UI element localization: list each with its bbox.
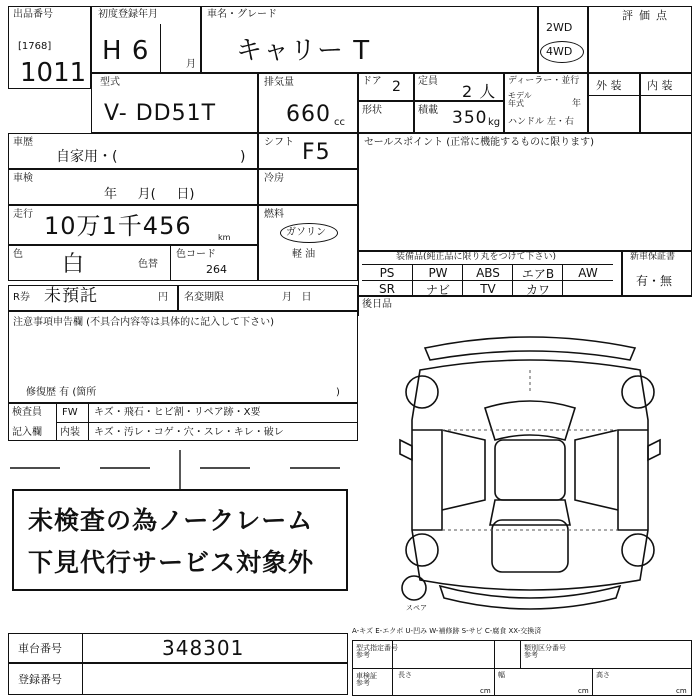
color-code-label: 色コード — [176, 249, 216, 260]
spec-divider-v3 — [520, 640, 521, 668]
spare-label: スペア — [406, 604, 427, 612]
vehicle-diagram — [380, 330, 680, 620]
load-value: 350 — [452, 108, 488, 128]
spec-divider-v2 — [494, 640, 495, 696]
length-label: 長さ — [398, 671, 412, 679]
year-mark: 年 — [572, 99, 582, 109]
recycle-value: 未預託 — [44, 286, 98, 306]
equipment-title: 装備品(純正品に限り丸をつけて下さい) — [396, 252, 557, 262]
recycle-unit: 円 — [158, 292, 168, 303]
chassis-label: 車台番号 — [18, 642, 62, 655]
windshield — [485, 401, 575, 440]
width-unit: cm — [578, 687, 589, 695]
fuel-gasoline-circle — [280, 223, 338, 243]
drive-2wd: 2WD — [546, 21, 573, 34]
interior-text: キズ・汚レ・コゲ・穴・スレ・キレ・破レ — [94, 427, 284, 438]
load-label: 積載 — [418, 105, 438, 116]
right-door — [575, 430, 618, 510]
fuel-diesel: 軽 油 — [292, 249, 316, 260]
lot-number: 1011 — [20, 58, 87, 88]
first-reg-label: 初度登録年月 — [98, 9, 158, 20]
model-label: 型式 — [100, 77, 120, 88]
spare-tire — [402, 576, 426, 600]
left-side-panel — [412, 430, 442, 530]
regno-ref-label: 車検証 参考 — [356, 672, 377, 687]
wheel-rear-left — [406, 534, 438, 566]
inspection-label: 車検 — [13, 173, 33, 184]
left-mirror — [400, 440, 412, 460]
selling-points-box — [358, 133, 692, 251]
equipment-item: SR — [362, 280, 412, 297]
displacement-label: 排気量 — [264, 77, 294, 88]
spec-divider-h — [352, 668, 692, 669]
lot-number-small: [1768] — [18, 41, 52, 52]
length-unit: cm — [480, 687, 491, 695]
dealer-label: ディーラー・並行 — [508, 76, 580, 86]
notice-line-2: 下見代行サービス対象外 — [28, 548, 315, 577]
designated-label: 型式指定番号 参考 — [356, 644, 398, 659]
fuel-gasoline: ガソリン — [286, 227, 326, 238]
mileage-label: 走行 — [13, 209, 33, 220]
color-code-divider — [170, 245, 171, 281]
front-bumper — [425, 337, 635, 360]
name-change-label: 名変期限 — [184, 292, 224, 303]
rear-glass — [490, 500, 570, 525]
color-label: 色 — [13, 249, 23, 260]
recycle-label: R券 — [13, 292, 30, 303]
chassis-value: 348301 — [162, 636, 245, 660]
capacity-value: 2 人 — [462, 82, 497, 101]
doors-label: ドア — [362, 76, 382, 87]
roof — [495, 440, 565, 500]
color-change-label: 色替 — [138, 259, 158, 270]
right-side-panel — [618, 430, 648, 530]
handle-label: ハンドル 左・右 — [508, 117, 574, 127]
registration-label: 登録番号 — [18, 673, 62, 686]
category-label: 類別区分番号 参考 — [524, 644, 566, 659]
capacity-label: 定員 — [418, 76, 438, 87]
wheel-rear-right — [622, 534, 654, 566]
width-label: 幅 — [498, 671, 505, 679]
body-outline — [412, 360, 648, 590]
name-change-value: 月 日 — [282, 292, 312, 303]
notice-line-1: 未検査の為ノークレーム — [28, 506, 314, 535]
selling-points-label: セールスポイント (正常に機能するものに限ります) — [364, 137, 595, 148]
color-value: 白 — [62, 252, 86, 277]
drive-4wd-circle — [540, 41, 584, 63]
history-close: ) — [240, 149, 246, 165]
equipment-item: カワ — [512, 280, 563, 297]
shape-label: 形状 — [362, 105, 382, 116]
history-value: 自家用・( — [56, 149, 118, 165]
history-label: 車歴 — [13, 137, 33, 148]
exterior-divider — [588, 95, 692, 96]
cargo-bed — [492, 520, 568, 572]
model-value: V- DD51T — [104, 101, 217, 126]
warranty-value: 有・無 — [636, 274, 673, 288]
height-label: 高さ — [596, 671, 610, 679]
displacement-value: 660 — [286, 102, 331, 127]
first-reg-value: H 6 — [102, 36, 150, 66]
equipment-item: エアB — [512, 264, 563, 281]
spec-divider-v4 — [592, 668, 593, 696]
load-unit: kg — [488, 117, 501, 128]
shift-label: シフト — [264, 137, 294, 148]
height-unit: cm — [676, 687, 687, 695]
inspector-label: 検査員 — [12, 407, 42, 418]
mileage-value: 10万1千456 — [44, 212, 192, 240]
interior-label: 内 装 — [647, 79, 673, 92]
left-door — [442, 430, 485, 510]
repair-label: 修復歴 有 (箇所 — [26, 387, 97, 398]
shift-value: F5 — [302, 140, 331, 165]
equipment-item: PS — [362, 264, 412, 281]
exterior-label: 外 装 — [596, 79, 622, 92]
fuel-label: 燃料 — [264, 209, 284, 220]
inspector-divider-h — [56, 422, 358, 423]
displacement-unit: cc — [334, 117, 345, 128]
repair-close: ) — [336, 387, 340, 398]
notes-label: 注意事項申告欄 (不具合内容等は具体的に記入して下さい) — [13, 317, 274, 328]
equipment-item: PW — [412, 264, 463, 281]
fw-text: キズ・飛石・ヒビ割・リペア跡・X要 — [94, 407, 261, 418]
equipment-item: ナビ — [412, 280, 463, 297]
equipment-item: ABS — [462, 264, 513, 281]
after-box — [358, 296, 692, 316]
ac-label: 冷房 — [264, 173, 284, 184]
first-reg-divider — [160, 24, 161, 72]
color-code-value: 264 — [206, 263, 227, 276]
name-grade-value: キャリー T — [236, 36, 371, 66]
model-year-label: モデル 年式 — [508, 91, 532, 108]
fw-label: FW — [62, 407, 78, 418]
wheel-front-left — [406, 376, 438, 408]
drive-4wd: 4WD — [546, 45, 573, 58]
right-mirror — [648, 440, 660, 460]
damage-legend: A-キズ E-エクボ U-凹み W-補修跡 S-サビ C-腐食 XX-交換済 — [352, 627, 542, 635]
doors-value: 2 — [392, 79, 402, 95]
warranty-label: 新車保証書 — [630, 252, 676, 262]
lot-number-label: 出品番号 — [13, 9, 53, 20]
interior-short-label: 内装 — [60, 427, 80, 438]
record-label: 記入欄 — [12, 427, 42, 438]
month-mark: 月 — [186, 59, 196, 70]
equipment-item: AW — [562, 264, 613, 281]
equipment-item — [562, 280, 613, 297]
mileage-unit: km — [218, 233, 231, 242]
equipment-item: TV — [462, 280, 513, 297]
after-label: 後日品 — [362, 299, 392, 310]
wheel-front-right — [622, 376, 654, 408]
name-grade-label: 車名・グレード — [207, 9, 277, 20]
inspection-value: 年 月( 日) — [104, 187, 195, 202]
rating-label: 評価点 — [622, 9, 673, 22]
history-box — [8, 133, 258, 169]
